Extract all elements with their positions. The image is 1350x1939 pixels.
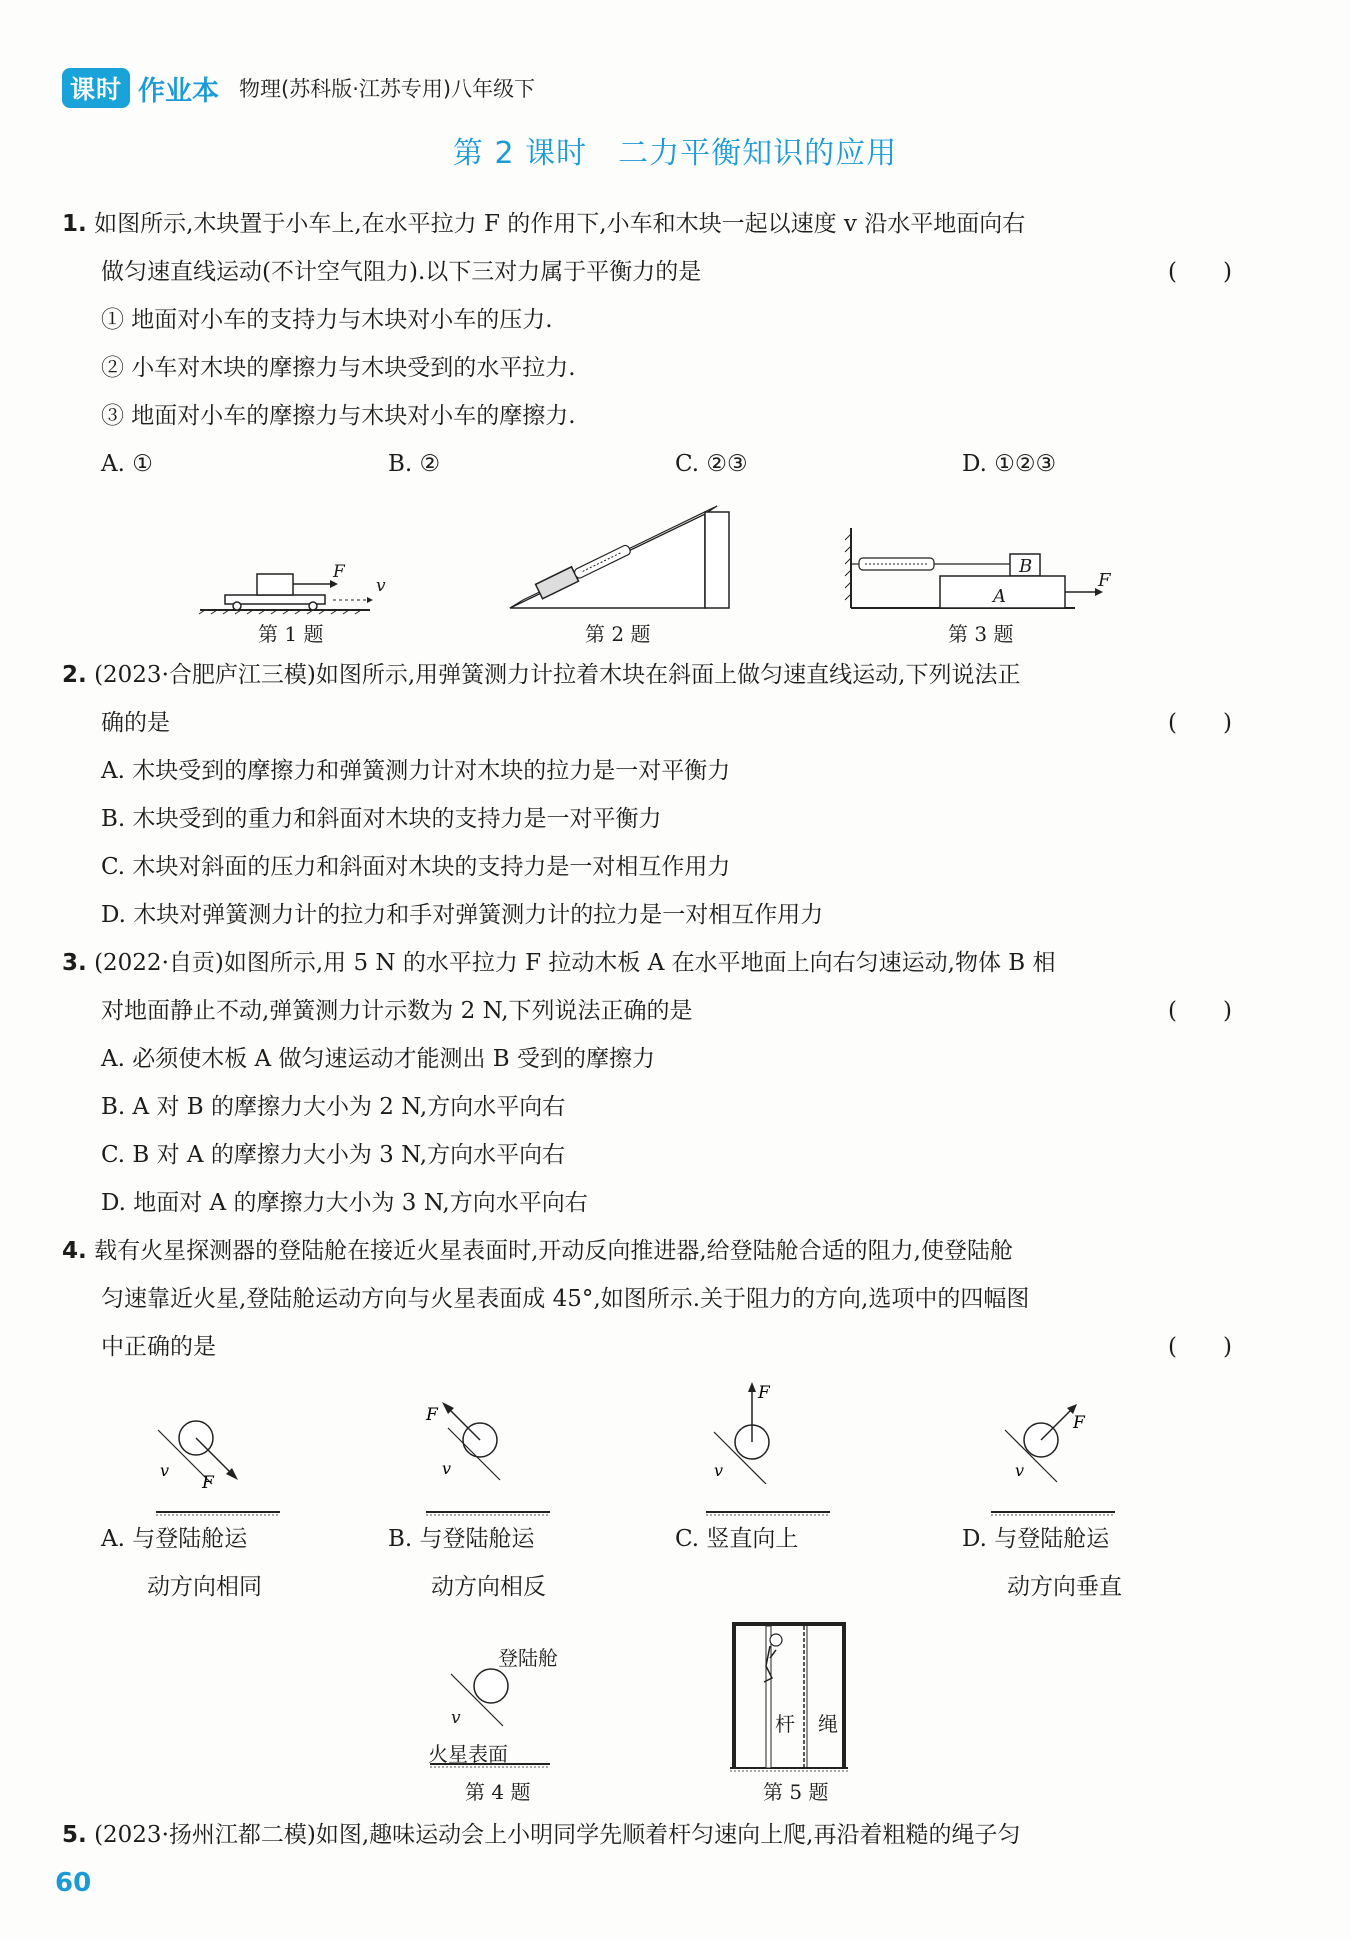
q4-option-c-letter: C. [675, 1526, 700, 1552]
fig5-caption: 第 5 题 [763, 1780, 829, 1804]
svg-text:v: v [160, 1461, 170, 1480]
q1-option-c[interactable]: C. ②③ [675, 451, 748, 477]
q4-option-a-text1: 与登陆舱运 [132, 1526, 248, 1552]
fig4-caption: 第 4 题 [465, 1780, 531, 1804]
q2-option-b[interactable]: B. 木块受到的重力和斜面对木块的支持力是一对平衡力 [101, 806, 662, 832]
fig5-pole-rope-diagram [710, 1618, 860, 1774]
q3-option-b[interactable]: B. A 对 B 的摩擦力大小为 2 N,方向水平向右 [101, 1094, 566, 1120]
fig1-cart-diagram [195, 548, 395, 614]
q4-option-d-text2: 动方向垂直 [1007, 1574, 1122, 1600]
q4-option-c-text1: 竖直向上 [706, 1526, 799, 1552]
q4-option-b-label[interactable] [388, 1522, 535, 1556]
q1-line1 [62, 207, 1025, 241]
q1-option-d[interactable]: D. ①②③ [962, 451, 1057, 477]
q2-option-c[interactable]: C. 木块对斜面的压力和斜面对木块的支持力是一对相互作用力 [101, 854, 731, 880]
fig5-label-pole: 杆 [775, 1712, 795, 1736]
q4-text1: 载有火星探测器的登陆舱在接近火星表面时,开动反向推进器,给登陆舱合适的阻力,使登陆舱 [94, 1238, 1013, 1264]
q3-option-c[interactable]: C. B 对 A 的摩擦力大小为 3 N,方向水平向右 [101, 1142, 566, 1168]
q3-text1: (2022·自贡)如图所示,用 5 N 的水平拉力 F 拉动木板 A 在水平地面上向右匀速运动,物体 B 相 [94, 950, 1056, 976]
svg-text:F: F [758, 1383, 770, 1403]
q1-number: 1. [62, 211, 87, 237]
fig3-label-a: A [993, 586, 1006, 607]
fig1-caption: 第 1 题 [258, 622, 324, 646]
q4-option-d-text1: 与登陆舱运 [994, 1526, 1110, 1552]
fig3-friction-diagram [845, 528, 1115, 614]
q1-text1: 如图所示,木块置于小车上,在水平拉力 F 的作用下,小车和木块一起以速度 v 沿水平地面向右 [94, 211, 1026, 237]
q3-number: 3. [62, 950, 87, 976]
q3-line2: 对地面静止不动,弹簧测力计示数为 2 N,下列说法正确的是 [101, 998, 693, 1024]
book-subject: 物理(苏科版·江苏专用)八年级下 [239, 77, 536, 101]
q2-number: 2. [62, 662, 87, 688]
fig2-caption: 第 2 题 [585, 622, 651, 646]
q1-item-2: ② 小车对木块的摩擦力与木块受到的水平拉力. [101, 355, 576, 381]
fig3-label-b: B [1019, 556, 1033, 577]
q4-option-c-diagram[interactable] [700, 1380, 840, 1518]
q4-option-d-letter: D. [962, 1526, 987, 1552]
q1-item-3: ③ 地面对小车的摩擦力与木块对小车的摩擦力. [101, 403, 576, 429]
q4-option-d-label[interactable] [962, 1522, 1109, 1556]
book-brand: 作业本 [138, 75, 220, 107]
lesson-title: 第 2 课时 二力平衡知识的应用 [452, 136, 898, 171]
page-number: 60 [55, 1868, 92, 1898]
q1-line2: 做匀速直线运动(不计空气阻力).以下三对力属于平衡力的是 [101, 259, 702, 285]
fig3-label-f: F [1098, 570, 1111, 591]
q5-number: 5. [62, 1822, 87, 1848]
q4-option-a-letter: A. [101, 1526, 125, 1552]
fig4-label-lander: 登陆舱 [498, 1646, 558, 1670]
q4-answer-blank[interactable]: ( ) [1168, 1334, 1232, 1360]
q3-option-d[interactable]: D. 地面对 A 的摩擦力大小为 3 N,方向水平向右 [101, 1190, 588, 1216]
q1-answer-blank[interactable]: ( ) [1168, 259, 1232, 285]
q2-option-a[interactable]: A. 木块受到的摩擦力和弹簧测力计对木块的拉力是一对平衡力 [101, 758, 731, 784]
fig4-label-v: v [451, 1708, 461, 1728]
svg-text:F: F [1073, 1413, 1085, 1433]
q4-option-c-label[interactable] [675, 1522, 798, 1556]
q3-answer-blank[interactable]: ( ) [1168, 998, 1232, 1024]
q5-line1 [62, 1818, 1020, 1852]
q1-option-a[interactable]: A. ① [101, 451, 153, 477]
q4-line3: 中正确的是 [101, 1334, 216, 1360]
q4-line2: 匀速靠近火星,登陆舱运动方向与火星表面成 45°,如图所示.关于阻力的方向,选项中的四幅图 [101, 1286, 1030, 1312]
q4-number: 4. [62, 1238, 87, 1264]
q3-option-a[interactable]: A. 必须使木板 A 做匀速运动才能测出 B 受到的摩擦力 [101, 1046, 655, 1072]
svg-text:F: F [426, 1405, 438, 1425]
q4-option-a-text2: 动方向相同 [147, 1574, 262, 1600]
q2-text1: (2023·合肥庐江三模)如图所示,用弹簧测力计拉着木块在斜面上做匀速直线运动,下列说法正 [94, 662, 1021, 688]
q4-option-b-diagram[interactable] [420, 1400, 560, 1518]
fig2-incline-diagram [495, 496, 745, 614]
svg-text:v: v [714, 1461, 724, 1480]
q2-line2: 确的是 [101, 710, 170, 736]
q4-option-d-diagram[interactable] [985, 1400, 1125, 1518]
q4-option-b-text2: 动方向相反 [431, 1574, 546, 1600]
book-header [62, 68, 535, 108]
q4-line1 [62, 1234, 1013, 1268]
q4-option-a-label[interactable] [101, 1522, 247, 1556]
q2-line1 [62, 658, 1020, 692]
svg-text:F: F [202, 1473, 214, 1493]
fig1-label-v: v [376, 576, 386, 596]
q4-option-b-text1: 与登陆舱运 [419, 1526, 535, 1552]
q2-option-d[interactable]: D. 木块对弹簧测力计的拉力和手对弹簧测力计的拉力是一对相互作用力 [101, 902, 824, 928]
svg-text:v: v [442, 1459, 452, 1478]
q4-option-b-letter: B. [388, 1526, 413, 1552]
q1-item-1: ① 地面对小车的支持力与木块对小车的压力. [101, 307, 553, 333]
q3-line1 [62, 946, 1056, 980]
book-logo: 课时 [62, 68, 130, 108]
fig4-label-surface: 火星表面 [428, 1742, 508, 1766]
svg-text:v: v [1015, 1461, 1025, 1480]
fig3-caption: 第 3 题 [948, 622, 1014, 646]
fig5-label-rope: 绳 [818, 1712, 838, 1736]
q1-option-b[interactable]: B. ② [388, 451, 441, 477]
q4-option-a-diagram[interactable] [150, 1400, 290, 1518]
q2-answer-blank[interactable]: ( ) [1168, 710, 1232, 736]
q5-text1: (2023·扬州江都二模)如图,趣味运动会上小明同学先顺着杆匀速向上爬,再沿着粗糙的绳子匀 [94, 1822, 1021, 1848]
fig1-label-f: F [333, 562, 345, 582]
